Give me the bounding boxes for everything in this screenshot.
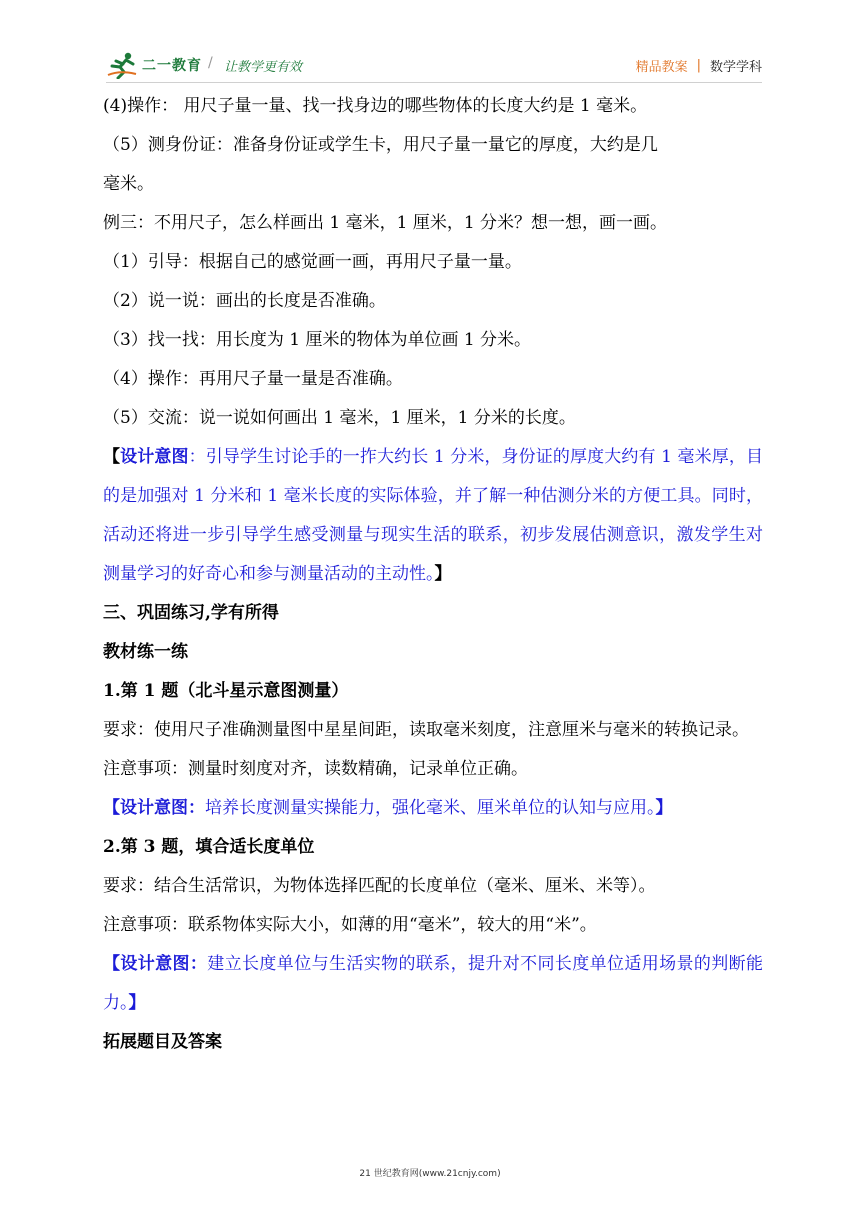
example-three: 例三：不用尺子，怎么样画出 1 毫米，1 厘米，1 分米？想一想，画一画。 <box>103 213 668 233</box>
design-intent-1: 【设计意图：引导学生讨论手的一拃大约长 1 分米，身份证的厚度大约有 1 毫米厚，目的是加强对 1 分米和 1 毫米长度的实际体验，并了解一种估测分米的方便工具。同时，活动还将进一步引导学生感受测量与现实生活的联系，初步发展估测意识，激发学生对测量学习的好奇心和参与测量活动的主动性。】 <box>103 447 764 584</box>
page-footer: 21 世纪教育网(www.21cnjy.com) <box>359 1169 501 1179</box>
logo <box>106 50 202 80</box>
question-3-requirement: 要求：结合生活常识，为物体选择匹配的长度单位（毫米、厘米、米等）。 <box>103 876 656 896</box>
header-rule <box>106 82 762 83</box>
para-operation: (4)操作： 用尺子量一量、找一找身边的哪些物体的长度大约是 1 毫米。 <box>103 96 648 116</box>
header-slash: / <box>208 55 213 71</box>
para-id-measure-cont: 毫米。 <box>103 174 154 194</box>
design-intent-3: 【设计意图：建立长度单位与生活实物的联系，提升对不同长度单位适用场景的判断能力。】 <box>103 954 764 1013</box>
textbook-practice-heading: 教材练一练 <box>103 642 188 662</box>
runner-logo-icon <box>106 51 140 79</box>
header-category: 精品教案 <box>635 60 688 75</box>
header-slogan: 让教学更有效 <box>224 60 303 75</box>
question-3-title: 2.第 3 题，填合适长度单位 <box>103 837 315 857</box>
step-find: （3）找一找：用长度为 1 厘米的物体为单位画 1 分米。 <box>103 330 532 350</box>
header-right <box>636 56 762 75</box>
section-heading-3: 三、巩固练习,学有所得 <box>103 603 279 623</box>
page-header <box>106 50 762 80</box>
para-id-measure: （5）测身份证：准备身份证或学生卡，用尺子量一量它的厚度，大约是几 <box>103 135 658 155</box>
step-guide: （1）引导：根据自己的感觉画一画，再用尺子量一量。 <box>103 252 522 272</box>
design-intent-2: 【设计意图：培养长度测量实操能力，强化毫米、厘米单位的认知与应用。】 <box>103 798 673 818</box>
step-exchange: （5）交流：说一说如何画出 1 毫米，1 厘米，1 分米的长度。 <box>103 408 576 428</box>
extension-heading: 拓展题目及答案 <box>103 1032 222 1052</box>
question-3-note: 注意事项：联系物体实际大小，如薄的用“毫米”，较大的用“米”。 <box>103 915 597 935</box>
step-say: （2）说一说：画出的长度是否准确。 <box>103 291 386 311</box>
question-1-note: 注意事项：测量时刻度对齐，读数精确，记录单位正确。 <box>103 759 528 779</box>
step-operate: （4）操作：再用尺子量一量是否准确。 <box>103 369 403 389</box>
header-divider: | <box>696 58 701 73</box>
document-body <box>103 87 763 1062</box>
header-subject: 数学学科 <box>709 60 762 75</box>
logo-text: 二一教育 <box>142 58 202 74</box>
question-1-title: 1.第 1 题（北斗星示意图测量） <box>103 681 349 701</box>
question-1-requirement: 要求：使用尺子准确测量图中星星间距，读取毫米刻度，注意厘米与毫米的转换记录。 <box>103 720 749 740</box>
